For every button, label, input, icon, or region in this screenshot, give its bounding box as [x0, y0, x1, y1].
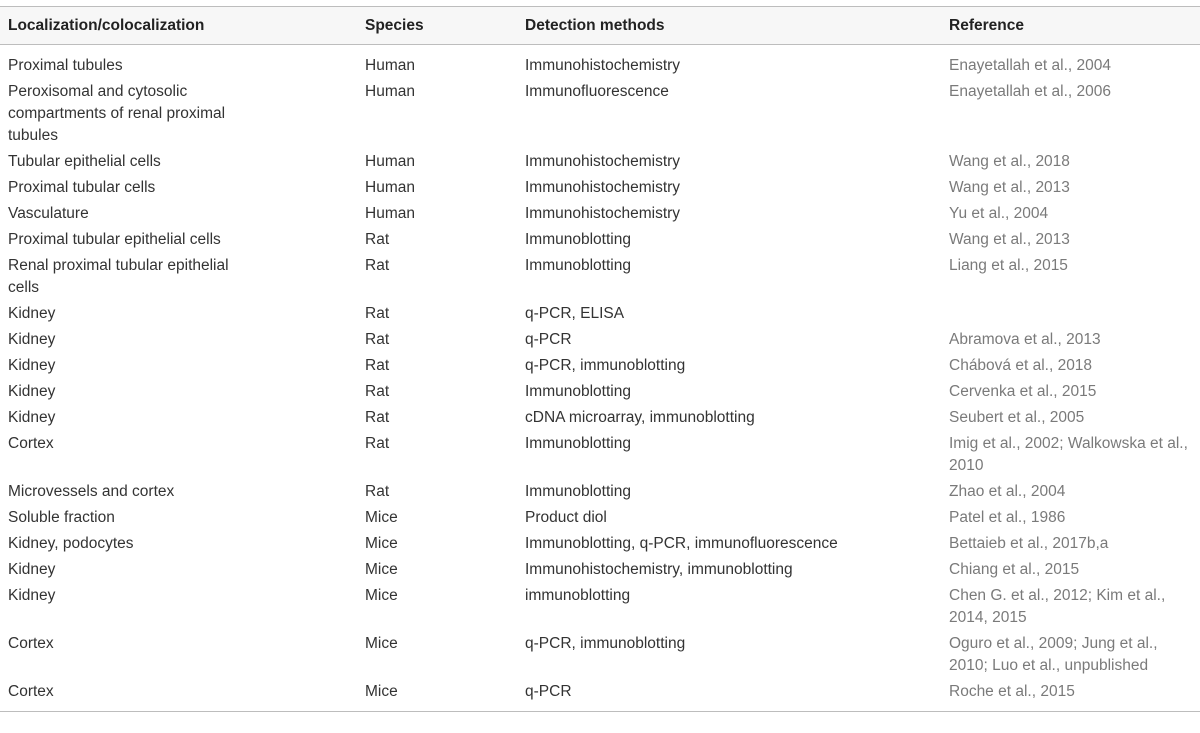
header-species: Species — [357, 7, 517, 45]
cell-detection-method: Immunohistochemistry — [525, 57, 681, 74]
cell-reference: Patel et al., 1986 — [949, 509, 1066, 526]
cell-localization: Kidney — [8, 383, 56, 400]
localization-table — [0, 6, 1200, 712]
cell-reference: Chen G. et al., 2012; Kim et al., 2014, 2015 — [949, 587, 1166, 626]
cell-detection-method: Immunoblotting — [525, 383, 631, 400]
cell-species: Rat — [365, 483, 390, 500]
cell-species: Rat — [365, 305, 390, 322]
table-header — [0, 7, 1200, 45]
cell-reference: Enayetallah et al., 2004 — [949, 57, 1112, 74]
cell-localization: Proximal tubular cells — [8, 179, 156, 196]
cell-reference: Wang et al., 2013 — [949, 231, 1070, 248]
cell-detection-method: q-PCR — [525, 331, 572, 348]
table-row — [0, 631, 1200, 679]
table-row — [0, 301, 1200, 327]
cell-localization: Proximal tubular epithelial cells — [8, 231, 221, 248]
cell-species: Rat — [365, 435, 390, 452]
header-detection-methods: Detection methods — [517, 7, 941, 45]
cell-species: Mice — [357, 679, 517, 712]
cell-species: Rat — [365, 383, 390, 400]
cell-reference: Chábová et al., 2018 — [949, 357, 1093, 374]
cell-detection-method: q-PCR, ELISA — [525, 305, 625, 322]
table-row — [0, 227, 1200, 253]
table-row — [0, 253, 1200, 301]
cell-detection-method: Immunoblotting, q-PCR, immunofluorescence — [525, 535, 838, 552]
cell-species: Mice — [365, 635, 398, 652]
cell-localization: Renal proximal tubular epithelial cells — [8, 257, 229, 296]
cell-reference: Yu et al., 2004 — [949, 205, 1049, 222]
table-row — [0, 679, 1200, 712]
table-row — [0, 45, 1200, 80]
table-row — [0, 583, 1200, 631]
cell-localization: Cortex — [0, 679, 357, 712]
cell-localization: Tubular epithelial cells — [8, 153, 161, 170]
cell-detection-method: q-PCR, immunoblotting — [525, 635, 686, 652]
cell-reference: Roche et al., 2015 — [941, 679, 1200, 712]
cell-localization: Vasculature — [8, 205, 89, 222]
cell-detection-method: Immunohistochemistry — [525, 205, 681, 222]
cell-detection-method: Immunofluorescence — [525, 83, 669, 100]
table-row — [0, 557, 1200, 583]
cell-detection-method: Product diol — [525, 509, 607, 526]
cell-detection-method: Immunoblotting — [525, 483, 631, 500]
cell-detection-method: Immunoblotting — [525, 435, 631, 452]
cell-reference: Cervenka et al., 2015 — [949, 383, 1097, 400]
cell-localization: Proximal tubules — [8, 57, 123, 74]
cell-detection-method: Immunohistochemistry — [525, 153, 681, 170]
table-row — [0, 379, 1200, 405]
header-localization: Localization/colocalization — [0, 7, 357, 45]
table-row — [0, 149, 1200, 175]
cell-species: Rat — [365, 409, 390, 426]
cell-localization: Kidney — [8, 331, 56, 348]
cell-reference: Abramova et al., 2013 — [949, 331, 1101, 348]
header-row — [0, 7, 1200, 45]
cell-species: Human — [365, 153, 415, 170]
cell-detection-method: q-PCR, immunoblotting — [525, 357, 686, 374]
table-row — [0, 175, 1200, 201]
table-body — [0, 45, 1200, 712]
cell-detection-method: Immunohistochemistry, immunoblotting — [525, 561, 793, 578]
cell-reference: Imig et al., 2002; Walkowska et al., 2010 — [949, 435, 1188, 474]
table-row — [0, 327, 1200, 353]
table-row — [0, 405, 1200, 431]
cell-detection-method: Immunoblotting — [525, 231, 631, 248]
cell-reference: Wang et al., 2013 — [949, 179, 1070, 196]
cell-localization: Kidney — [8, 409, 56, 426]
cell-localization: Cortex — [8, 635, 54, 652]
table-row — [0, 505, 1200, 531]
cell-reference: Enayetallah et al., 2006 — [949, 83, 1112, 100]
cell-species: Human — [365, 205, 415, 222]
cell-species: Rat — [365, 357, 390, 374]
cell-reference: Liang et al., 2015 — [949, 257, 1068, 274]
cell-species: Rat — [365, 257, 390, 274]
cell-species: Human — [365, 83, 415, 100]
cell-localization: Soluble fraction — [8, 509, 115, 526]
cell-species: Mice — [365, 509, 398, 526]
cell-species: Mice — [365, 535, 398, 552]
cell-detection-method: Immunohistochemistry — [525, 179, 681, 196]
table-row — [0, 431, 1200, 479]
cell-localization: Microvessels and cortex — [8, 483, 175, 500]
cell-species: Mice — [365, 587, 398, 604]
cell-localization: Kidney — [8, 561, 56, 578]
cell-localization: Kidney — [8, 587, 56, 604]
cell-reference: Oguro et al., 2009; Jung et al., 2010; Luo et al., unpublished — [949, 635, 1158, 674]
cell-localization: Peroxisomal and cytosolic compartments of renal proximal tubules — [8, 83, 226, 144]
cell-localization: Cortex — [8, 435, 54, 452]
table-row — [0, 79, 1200, 149]
cell-species: Human — [365, 57, 415, 74]
cell-species: Rat — [365, 231, 390, 248]
header-reference: Reference — [941, 7, 1200, 45]
cell-localization: Kidney — [8, 305, 56, 322]
table-row — [0, 201, 1200, 227]
cell-localization: Kidney, podocytes — [8, 535, 134, 552]
table-row — [0, 531, 1200, 557]
cell-reference — [941, 301, 1200, 327]
cell-species: Human — [365, 179, 415, 196]
cell-reference: Bettaieb et al., 2017b,a — [949, 535, 1109, 552]
table-row — [0, 353, 1200, 379]
cell-detection-method: cDNA microarray, immunoblotting — [525, 409, 755, 426]
cell-reference: Wang et al., 2018 — [949, 153, 1070, 170]
cell-reference: Chiang et al., 2015 — [949, 561, 1080, 578]
cell-reference: Seubert et al., 2005 — [949, 409, 1085, 426]
cell-reference: Zhao et al., 2004 — [949, 483, 1066, 500]
cell-species: Mice — [365, 561, 398, 578]
table-row — [0, 479, 1200, 505]
cell-detection-method: immunoblotting — [525, 587, 631, 604]
cell-detection-method: q-PCR — [517, 679, 941, 712]
cell-species: Rat — [365, 331, 390, 348]
cell-detection-method: Immunoblotting — [525, 257, 631, 274]
cell-localization: Kidney — [8, 357, 56, 374]
